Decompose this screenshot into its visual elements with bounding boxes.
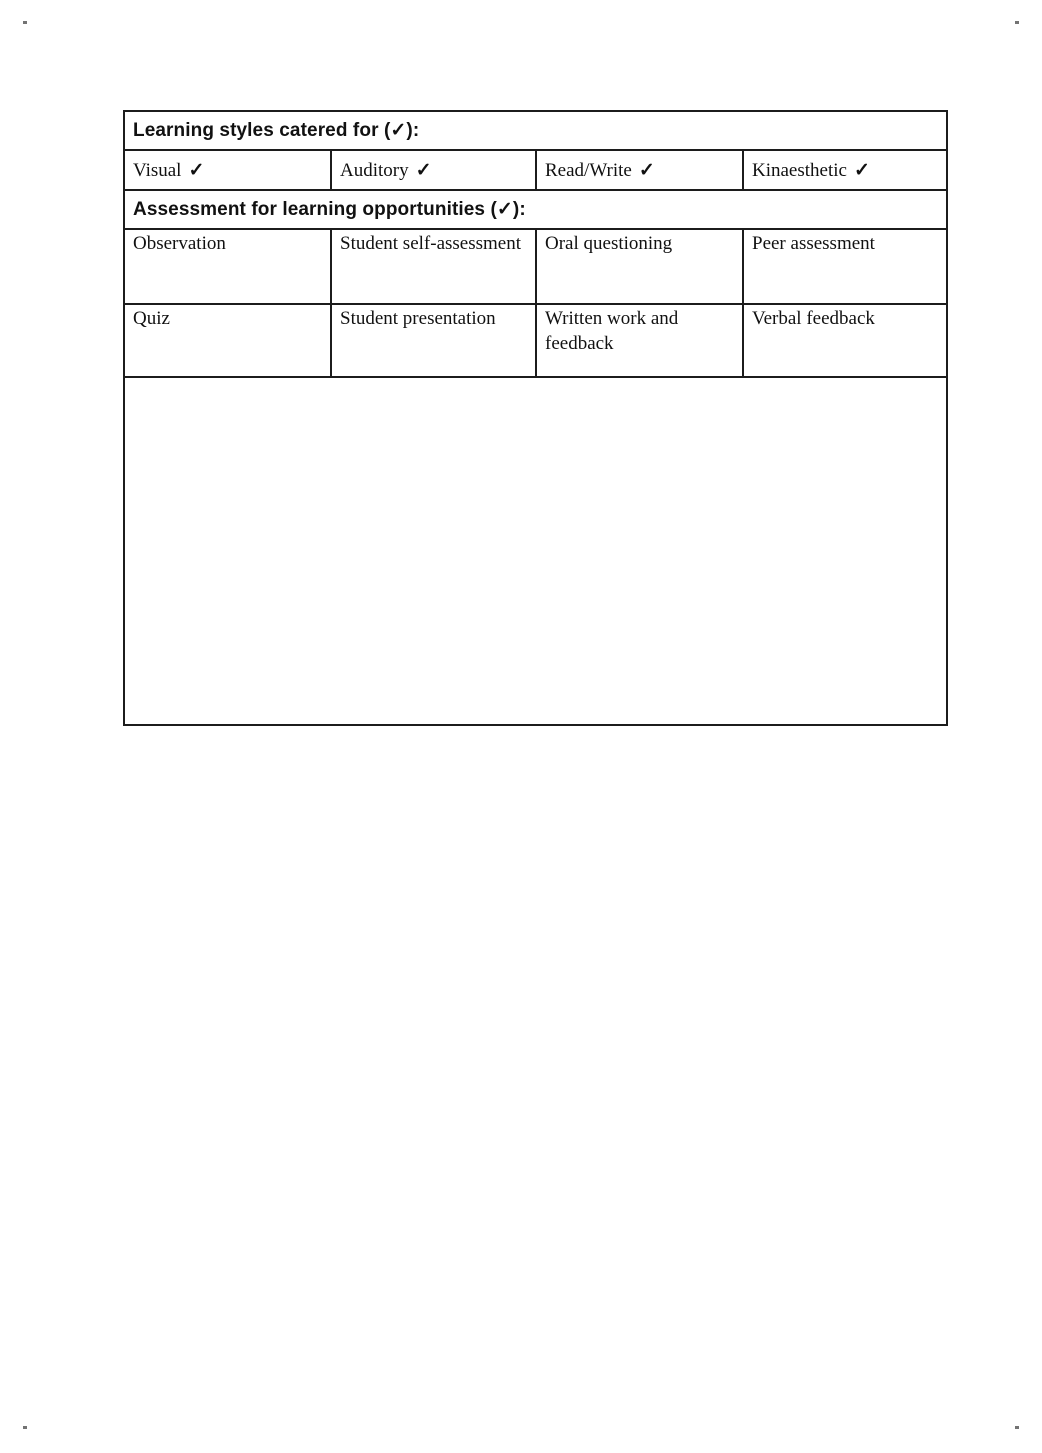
learning-style-auditory-label: Auditory: [340, 159, 409, 181]
learning-style-readwrite-label: Read/Write: [545, 159, 632, 181]
assessment-cell-peer-assessment: Peer assessment: [743, 229, 947, 304]
learning-style-auditory: [331, 150, 536, 190]
check-icon: ✓: [415, 159, 432, 181]
assessment-row: [124, 229, 947, 304]
notes-cell: [124, 377, 947, 725]
learning-style-kinaesthetic-label: Kinaesthetic: [752, 159, 847, 181]
learning-style-visual: [124, 150, 331, 190]
assessment-cell-verbal-feedback: Verbal feedback: [743, 304, 947, 377]
assessment-header-row: [124, 190, 947, 229]
assessment-header: Assessment for learning opportunities (✓):: [124, 190, 947, 229]
assessment-row: [124, 304, 947, 377]
crop-mark-top-right: [1015, 21, 1019, 24]
learning-style-readwrite: [536, 150, 743, 190]
check-icon: ✓: [853, 159, 870, 181]
learning-style-visual-label: Visual: [133, 159, 182, 181]
assessment-cell-quiz: Quiz: [124, 304, 331, 377]
assessment-cell-written-work-feedback: Written work and feedback: [536, 304, 743, 377]
check-icon: ✓: [638, 159, 655, 181]
assessment-cell-student-self-assessment: Student self-assessment: [331, 229, 536, 304]
crop-mark-bottom-right: [1015, 1426, 1019, 1429]
crop-mark-bottom-left: [23, 1426, 27, 1429]
assessment-cell-student-presentation: Student presentation: [331, 304, 536, 377]
learning-style-kinaesthetic: [743, 150, 947, 190]
crop-mark-top-left: [23, 21, 27, 24]
check-icon: ✓: [188, 159, 205, 181]
learning-styles-header: Learning styles catered for (✓):: [124, 111, 947, 150]
notes-row: [124, 377, 947, 725]
learning-styles-header-row: [124, 111, 947, 150]
assessment-cell-oral-questioning: Oral questioning: [536, 229, 743, 304]
lesson-plan-table: [123, 110, 948, 726]
assessment-cell-observation: Observation: [124, 229, 331, 304]
learning-styles-row: [124, 150, 947, 190]
